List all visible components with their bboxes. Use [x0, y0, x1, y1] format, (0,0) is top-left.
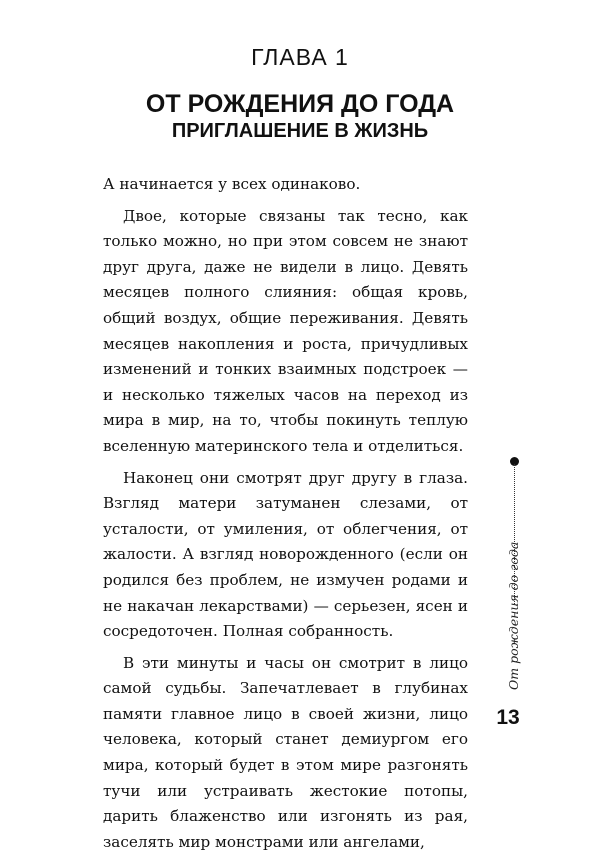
- body-text: [103, 172, 468, 855]
- page-number: 13: [496, 706, 520, 729]
- chapter-label: ГЛАВА 1: [251, 44, 349, 70]
- running-head: От рождения до года: [506, 541, 521, 690]
- paragraph-2: Двое, которые связаны так тесно, как только можно, но при этом совсем не знают друг друга, даже не видели в лицо. Девять месяцев полного слияния: общая кровь, общий воздух, общие переживания. Девять месяцев накопления и роста, причудливых изменений и тонких взаимных подстроек — и несколько тяжелых часов на переход из мира в мир, на то, чтобы покинуть теплую вселенную материнского тела и отделиться.: [103, 206, 468, 455]
- paragraph-1: А начинается у всех одинаково.: [103, 175, 361, 193]
- chapter-subtitle: ПРИГЛАШЕНИЕ В ЖИЗНЬ: [171, 120, 429, 142]
- paragraph-4: В эти минуты и часы он смотрит в лицо самой судьбы. Запечатлевает в глубинах памяти главное лицо в своей жизни, лицо человека, который станет демиургом его мира, который будет в этом мире разгонять тучи или устраивать жестокие потопы, дарить блаженство или изгонять из рая, заселять мир монстрами или ангелами,: [103, 653, 468, 851]
- paragraph-3: Наконец они смотрят друг другу в глаза. Взгляд матери затуманен слезами, от усталости, от умиления, от облегчения, от жалости. А взгляд новорожденного (если он родился без проблем, не измучен родами и не накачан лекарствами) — серьезен, ясен и сосредоточен. Полная собранность.: [103, 468, 468, 641]
- chapter-title: ОТ РОЖДЕНИЯ ДО ГОДА: [145, 90, 455, 118]
